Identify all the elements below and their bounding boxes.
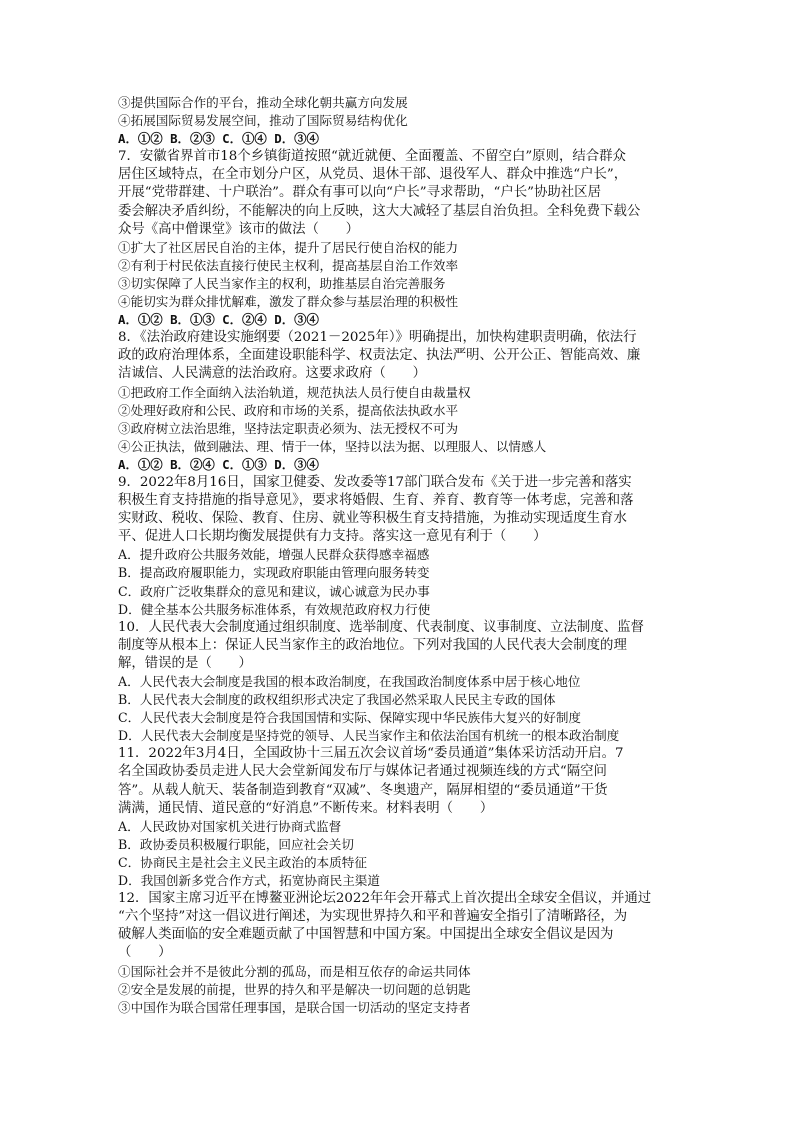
question-text-line: （ ） (118, 945, 172, 961)
option-line: ④能切实为群众排忧解难，激发了群众参与基层治理的积极性 (118, 294, 459, 310)
question-text-line: 开展“党带群建、十户联治”。群众有事可以向“户长”寻求帮助，“户长”协助社区居 (118, 185, 601, 201)
question-text-line: “六个坚持”对这一倡议进行阐述，为实现世界持久和平和普遍安全指引了清晰路径，为 (118, 909, 628, 925)
question-text-line: 众号《高中僧课堂》该市的做法（ ） (118, 221, 360, 237)
question-text-line: 实财政、税收、保险、教育、住房、就业等积极生育支持措施，为推动实现适度生育水 (118, 511, 627, 527)
option-line: ③提供国际合作的平台，推动全球化朝共赢方向发展 (118, 95, 408, 110)
option-line: ④拓展国际贸易发展空间，推动了国际贸易结构优化 (118, 113, 408, 129)
option-line: D．我国创新多党合作方式，拓宽协商民主渠道 (118, 873, 380, 889)
question-text-line: 洁诚信、人民满意的法治政府。这要求政府（ ） (118, 366, 426, 382)
option-line: ①扩大了社区居民自治的主体，提升了居民行使自治权的能力 (118, 239, 459, 255)
question-text-line: 10．人民代表大会制度通过组织制度、选举制度、代表制度、议事制度、立法制度、监督 (118, 619, 644, 635)
option-line: ①国际社会并不是彼此分割的孤岛，而是相互依存的命运共同体 (118, 963, 471, 979)
option-line: ③政府树立法治思维，坚持法定职责必须为、法无授权不可为 (118, 420, 459, 436)
question-text-line: 解，错误的是（ ） (118, 655, 252, 671)
option-line: B．政协委员积极履行职能，回应社会关切 (118, 836, 354, 852)
option-line: ③切实保障了人民当家作主的权利，助推基层自治完善服务 (118, 275, 446, 291)
option-line: D．人民代表大会制度是坚持党的领导、人民当家作主和依法治国有机统一的根本政治制度 (118, 728, 620, 744)
question-text-line: 9．2022年8月16日，国家卫健委、发改委等17部门联合发布《关于进一步完善和落实 (118, 474, 632, 490)
option-line: D．健全基本公共服务标准体系，有效规范政府权力行使 (118, 601, 431, 617)
question-text-line: 制度等从根本上：保证人民当家作主的政治地位。下列对我国的人民代表大会制度的理 (118, 637, 627, 653)
option-line: C．政府广泛收集群众的意见和建议，诚心诚意为民办事 (118, 583, 430, 599)
option-line: B．人民代表大会制度的政权组织形式决定了我国必然采取人民民主专政的国体 (118, 692, 556, 708)
option-line: C．人民代表大会制度是符合我国国情和实际、保障实现中华民族伟大复兴的好制度 (118, 710, 582, 726)
question-text-line: 7．安徽省界首市18个乡镇街道按照“就近就便、全面覆盖、不留空白”原则，结合群众 (118, 149, 626, 165)
question-text-line: 平、促进人口长期均衡发展提供有力支持。落实这一意见有利于（ ） (118, 529, 547, 545)
answer-choices-line: A．①② B．①③ C．②④ D．③④ (118, 312, 319, 328)
question-text-line: 名全国政协委员走进人民大会堂新闻发布厅与媒体记者通过视频连线的方式“隔空问 (118, 764, 607, 780)
answer-choices-line: A．①② B．②③ C．①④ D．③④ (118, 131, 319, 147)
exam-page (118, 94, 686, 1017)
question-text-line: 12．国家主席习近平在博鳌亚洲论坛2022年年会开幕式上首次提出全球安全倡议，并通过 (118, 891, 652, 907)
option-line: ②安全是发展的前提，世界的持久和平是解决一切问题的总钥匙 (118, 981, 471, 997)
question-text-line: 8．《法治政府建设实施纲要（2021－2025年）》明确提出，加快构建职责明确，依法行 (118, 330, 637, 346)
option-line: ②有利于村民依法直接行使民主权利，提高基层自治工作效率 (118, 257, 459, 273)
answer-choices-line: A．①② B．②④ C．①③ D．③④ (118, 456, 319, 472)
option-line: B．提高政府履职能力，实现政府职能由管理向服务转变 (118, 565, 430, 581)
option-line: ①把政府工作全面纳入法治轨道，规范执法人员行使自由裁量权 (118, 384, 471, 400)
question-text-line: 答”。从载人航天、装备制造到教育“双减”、冬奥遗产，隔屏相望的“委员通道”干货 (118, 782, 608, 798)
option-line: A．提升政府公共服务效能，增强人民群众获得感幸福感 (118, 547, 430, 563)
option-line: ③中国作为联合国常任理事国，是联合国一切活动的坚定支持者 (118, 999, 471, 1015)
question-text-line: 委会解决矛盾纠纷，不能解决的向上反映，这大大减轻了基层自治负担。全科免费下载公 (118, 203, 641, 219)
option-line: ②处理好政府和公民、政府和市场的关系，提高依法执政水平 (118, 402, 459, 418)
option-line: C．协商民主是社会主义民主政治的本质特征 (118, 854, 367, 870)
option-line: A．人民政协对国家机关进行协商式监督 (118, 818, 342, 834)
question-text-line: 破解人类面临的安全难题贡献了中国智慧和中国方案。中国提出全球安全倡议是因为 (118, 927, 614, 943)
question-text-line: 居住区域特点，在全市划分户区，从党员、退休干部、退役军人、群众中推选“户长”， (118, 167, 628, 183)
option-line: ④公正执法，做到融法、理、情于一体，坚持以法为据、以理服人、以情感人 (118, 438, 547, 454)
question-text-line: 11．2022年3月4日，全国政协十三届五次会议首场“委员通道”集体采访活动开启。7 (118, 746, 624, 762)
question-text-line: 满满，通民情、道民意的“好消息”不断传来。材料表明（ ） (118, 800, 494, 816)
option-line: A．人民代表大会制度是我国的根本政治制度，在我国政治制度体系中居于核心地位 (118, 674, 581, 689)
question-text-line: 政的政府治理体系，全面建设职能科学、权责法定、执法严明、公开公正、智能高效、廉 (118, 348, 641, 364)
question-text-line: 积极生育支持措施的指导意见》，要求将婚假、生育、养育、教育等一体考虑，完善和落 (118, 493, 634, 509)
